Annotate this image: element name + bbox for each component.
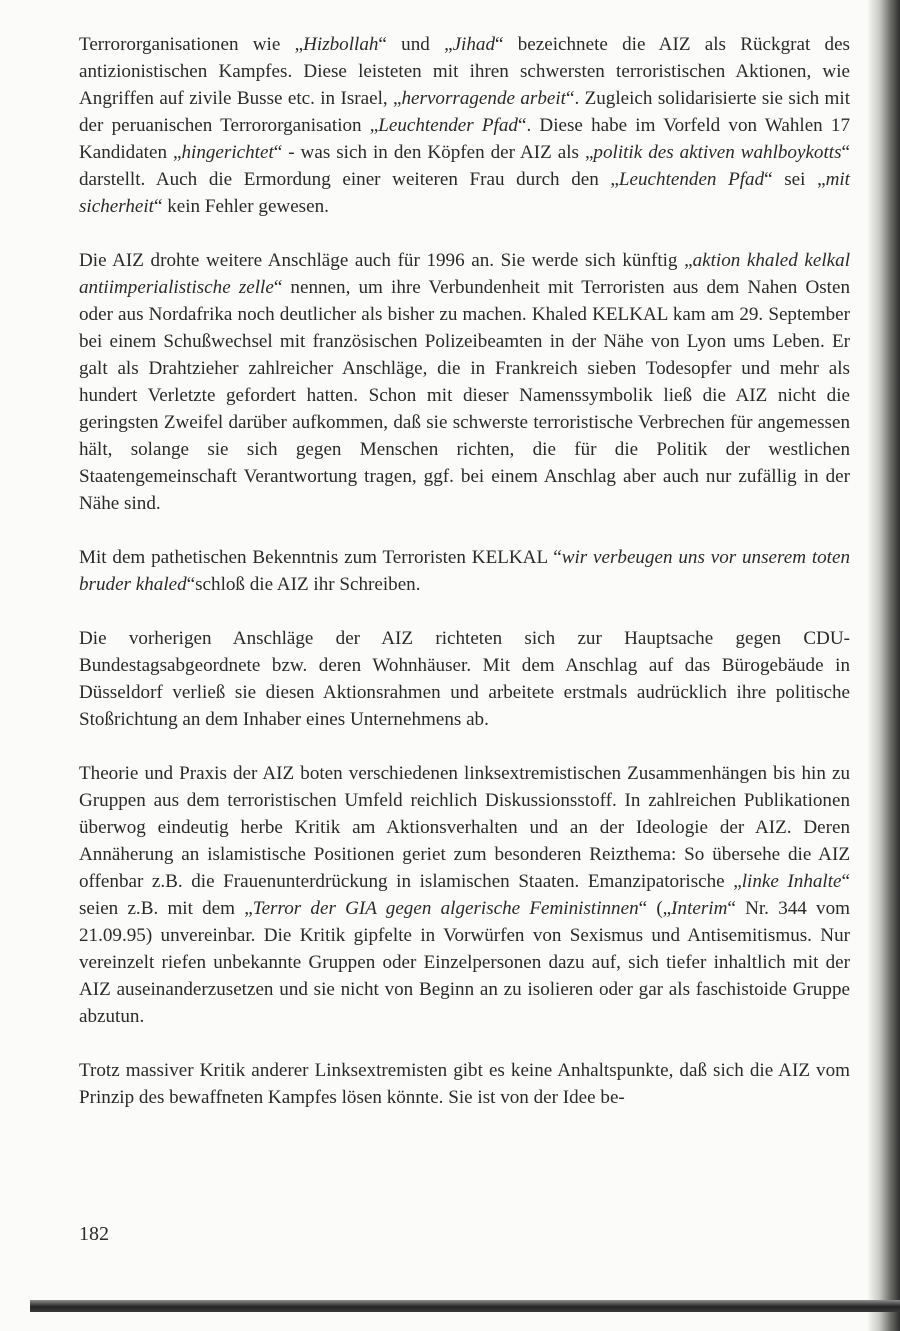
italic-quote: linke Inhalte bbox=[741, 871, 842, 892]
text-run: “ sei „ bbox=[764, 169, 826, 190]
text-run: Die vorherigen Anschläge der AIZ richteten sich zur Hauptsache gegen CDU-Bundestagsabgeordnete bzw. deren Wohnhäuser. Mit dem Anschlag auf das Bürogebäude in Düsseldorf verließ sie diesen Aktionsrahmen und arbeitete erstmals audrücklich ihre politische Stoßrichtung an dem Inhaber eines Unternehmens ab. bbox=[79, 628, 850, 730]
text-run: “ bezeichnete die AIZ als Rückgrat des antizionistischen Kampfes. Diese leisteten mit ihren schwersten terroristischen Aktionen, wie Angriffen auf zivile Busse etc. in Israel, „ bbox=[79, 34, 850, 109]
text-run: “ seien z.B. mit dem „ bbox=[79, 871, 850, 919]
scan-bottom-edge bbox=[30, 1300, 900, 1312]
text-run: Terrororganisationen wie „ bbox=[79, 34, 304, 55]
paragraph-2 bbox=[79, 247, 850, 517]
text-run: “ kein Fehler gewesen. bbox=[153, 196, 329, 217]
italic-quote: Jihad bbox=[452, 34, 495, 55]
italic-quote: Interim bbox=[671, 898, 728, 919]
text-run: “schloß die AIZ ihr Schreiben. bbox=[186, 574, 421, 595]
text-run: “ Nr. 344 vom 21.09.95) unvereinbar. Die Kritik gipfelte in Vorwürfen von Sexismus und Antisemitismus. Nur vereinzelt riefen unbekannte Gruppen oder Einzelpersonen dazu auf, sich tiefer inhaltlich mit der AIZ auseinanderzusetzen und sie nicht von Beginn an zu isolieren oder gar als faschistoide Gruppe abzutun. bbox=[79, 898, 851, 1027]
italic-quote: Leuchtenden Pfad bbox=[618, 169, 765, 190]
italic-quote: wir verbeugen uns vor unserem toten bruder khaled bbox=[79, 547, 850, 595]
text-run: Theorie und Praxis der AIZ boten verschiedenen linksextremistischen Zusammenhängen bis hin zu Gruppen aus dem terroristischen Umfeld reichlich Diskussionsstoff. In zahlreichen Publikationen überwog eindeutig herbe Kritik am Aktionsverhalten und an der Ideologie der AIZ. Deren Annäherung an islamistische Positionen geriet zum besonderen Reizthema: So übersehe die AIZ offenbar z.B. die Frauenunterdrückung in islamischen Staaten. Emanzipatorische „ bbox=[79, 763, 850, 892]
text-run: “ („ bbox=[638, 898, 672, 919]
paragraph-1 bbox=[79, 31, 850, 220]
paragraph-5 bbox=[79, 760, 850, 1030]
paragraph-6 bbox=[79, 1057, 850, 1111]
text-run: Mit dem pathetischen Bekenntnis zum Terroristen KELKAL “ bbox=[79, 547, 562, 568]
text-run: “ und „ bbox=[378, 34, 453, 55]
text-run: “. Diese habe im Vorfeld von Wahlen 17 Kandidaten „ bbox=[79, 115, 850, 163]
text-run: Die AIZ drohte weitere Anschläge auch für 1996 an. Sie werde sich künftig „ bbox=[79, 250, 693, 271]
text-run: “ - was sich in den Köpfen der AIZ als „ bbox=[273, 142, 594, 163]
italic-quote: hervorragende arbeit bbox=[401, 88, 566, 109]
italic-quote: Hizbollah bbox=[303, 34, 379, 55]
italic-quote: hingerichtet bbox=[181, 142, 274, 163]
paragraph-4 bbox=[79, 625, 850, 733]
book-gutter-shadow bbox=[868, 0, 900, 1331]
italic-quote: mit sicherheit bbox=[79, 169, 850, 217]
paragraph-3 bbox=[79, 544, 850, 598]
text-run: “. Zugleich solidarisierte sie sich mit der peruanischen Terrororganisation „ bbox=[79, 88, 851, 136]
body-text bbox=[79, 31, 850, 1138]
text-run: “ darstellt. Auch die Ermordung einer weiteren Frau durch den „ bbox=[79, 142, 851, 190]
text-run: Trotz massiver Kritik anderer Linksextremisten gibt es keine Anhaltspunkte, daß sich die AIZ vom Prinzip des bewaffneten Kampfes lösen könnte. Sie ist von der Idee be- bbox=[79, 1060, 850, 1108]
italic-quote: Leuchtender Pfad bbox=[378, 115, 518, 136]
italic-quote: politik des aktiven wahlboykotts bbox=[593, 142, 842, 163]
page-number: 182 bbox=[79, 1223, 109, 1245]
italic-quote: aktion khaled kelkal antiimperialistische zelle bbox=[79, 250, 850, 298]
italic-quote: Terror der GIA gegen algerische Feministinnen bbox=[252, 898, 639, 919]
text-run: “ nennen, um ihre Verbundenheit mit Terroristen aus dem Nahen Osten oder aus Nordafrika noch deutlicher als bisher zu machen. Khaled KELKAL kam am 29. September bei einem Schußwechsel mit französischen Polizeibeamten in der Nähe von Lyon ums Leben. Er galt als Drahtzieher zahlreicher Anschläge, die in Frankreich sieben Todesopfer und mehr als hundert Verletzte gefordert hatten. Schon mit dieser Namenssymbolik ließ die AIZ nicht die geringsten Zweifel darüber aufkommen, daß sie schwerste terroristische Verbrechen für angemessen hält, solange sie sich gegen Menschen richten, die für die Politik der westlichen Staatengemeinschaft Verantwortung tragen, ggf. bei einem Anschlag aber auch nur zufällig in der Nähe sind. bbox=[79, 277, 850, 514]
